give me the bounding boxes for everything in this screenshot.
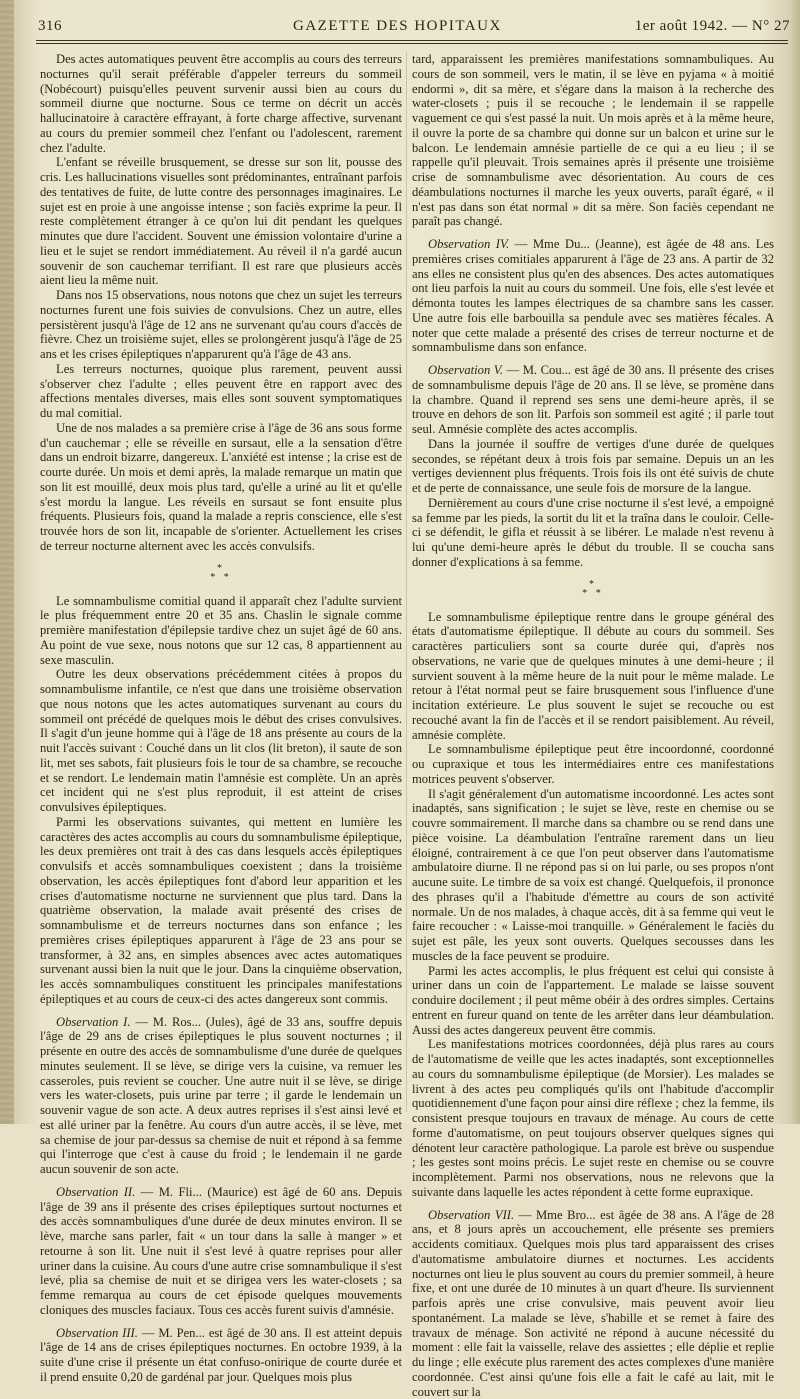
paragraph: Outre les deux observations précédemment citées à propos du somnambulisme infantile, ce n'est que dans une troisième observation que nous notons que les actes automatiques survenant au cours du sommeil ont précédé de quelques mois le début des crises convulsives. Il s'agit d'un jeune homme qui à l'âge de 18 ans présente au cours de la nuit l'accès suivant : Couché dans un lit clos (lit breton), il saute de son lit, met ses sabots, fait plusieurs fois le tour de sa chambre, se recouche et se rendort. Le lendemain matin l'amnésie est complète. Un an après cet incident qui ne s'est plus reproduit, il est atteint de crises convulsives épileptiques.	[40, 667, 402, 815]
observation-3: Observation III. — M. Pen... est âgé de 30 ans. Il est atteint depuis l'âge de 14 ans de crises épileptiques nocturnes. En octobre 1939, à la suite d'une crise il présente un état confuso-onirique de courte durée et il prend ensuite 0,20 de gardénal par jour. Quelques mois plus	[40, 1326, 402, 1385]
paragraph: Dernièrement au cours d'une crise nocturne il s'est levé, a empoigné sa femme par les pieds, la sortit du lit et la traîna dans le couloir. Celle-ci se défendit, le gifla et réussit à se libérer. Le malade n'est revenu à lui qu'une demi-heure après le début du trouble. Il se coucha sans donner d'explications à sa femme.	[412, 496, 774, 570]
paragraph: tard, apparaissent les premières manifestations somnambuliques. Au cours de son sommeil, vers le matin, il se lève en pyjama « à moitié endormi », dit sa mère, et s'égare dans la maison à la recherche des water-closets ; puis il se recouche ; le lendemain il se rappelle vaguement ce qui s'est passé la nuit. Un mois après et à la même heure, il ouvre la porte de sa chambre qui donne sur un balcon et urine sur le balcon. Le lendemain amnésie partielle de ce qui a eu lieu ; il se rappelle qu'il pleuvait. Trois semaines après il présente une troisième crise de somnambulisme avec désorientation. Au cours de ces déambulations nocturnes il marche les yeux ouverts, paraît égaré, « il n'est pas dans son état normal » dit sa mère. Son faciès cependant ne paraît pas changé.	[412, 52, 774, 229]
observation-2: Observation II. — M. Fli... (Maurice) est âgé de 60 ans. Depuis l'âge de 39 ans il présente des crises épileptiques surtout nocturnes et des accès somnambuliques d'une durée de deux minutes environ. Il se lève, marche sans parler, fait « un tour dans la salle à manger » et retourne à son lit. Une nuit il s'est levé à quatre reprises pour aller uriner dans la cuisine. Au cours d'une autre crise somnambulique il s'est levé, plia sa chemise de nuit et se dirigea vers les water-closets ; sa femme remarqua au cours de cet épisode quelques mouvements cloniques des muscles faciaux. Tous ces accès furent suivis d'amnésie.	[40, 1185, 402, 1318]
section-separator: * * *	[40, 564, 402, 582]
section-separator: * * *	[412, 580, 774, 598]
paragraph: Le somnambulisme comitial quand il apparaît chez l'adulte survient le plus fréquemment entre 20 et 35 ans. Chaslin le signale comme première manifestation d'épilepsie tardive chez un sujet âgé de 60 ans. Au point de vue sexe, nous notons que sur 12 cas, 8 appartiennent au sexe masculin.	[40, 594, 402, 668]
observation-label: Observation IV.	[428, 237, 509, 251]
binding-edge	[0, 0, 14, 1124]
observation-label: Observation VII.	[428, 1208, 514, 1222]
issue-date: 1er août 1942. — N° 27	[635, 18, 790, 35]
observation-7: Observation VII. — Mme Bro... est âgée de 38 ans. A l'âge de 28 ans, et 8 jours après un accouchement, elle présente ses premiers accidents comitiaux. Quelques mois plus tard apparaissent des crises d'automatisme ambulatoire diurnes et nocturnes. Les accidents nocturnes ont lieu le plus souvent au cours du premier sommeil, à heure fixe, et ont une durée de 10 minutes à un quart d'heure. Ils surviennent parfois après une crise convulsive, mais peuvent avoir lieu spontanément. La malade se lève, s'habille et se remet à faire des travaux de ménage. Son activité ne répond à aucune nécessité du moment : elle fait la vaisselle, relave des assiettes ; elle déplie et replie du linge ; elle exécute plus rarement des actes complexes d'une manière coordonnée. C'est ainsi qu'une fois elle a fait le café au lait, mit le couvert sur la	[412, 1208, 774, 1399]
observation-label: Observation V.	[428, 363, 503, 377]
page-header	[38, 16, 790, 38]
paragraph: Le somnambulisme épileptique rentre dans le groupe général des états d'automatisme épileptique. Il débute au cours du sommeil. Ses caractères particuliers sont sa courte durée qui, d'après nos observations, ne varie que de quelques minutes à une demi-heure ; il survient souvent à la même heure de la nuit pour le même malade. Le retour à l'état normal peut se faire brusquement sous l'influence d'une incitation extérieure. Le plus souvent le sujet se recouche ou est recouché avant la fin de l'accès et il se rendort paisiblement. Au réveil, amnésie complète.	[412, 610, 774, 743]
paragraph: Les manifestations motrices coordonnées, déjà plus rares au cours de l'automatisme de veille que les actes inadaptés, sont exceptionnelles au cours du somnambulisme épileptique (de Morsier). Les malades se livrent à des actes peu compliqués qu'ils ont l'habitude d'accomplir quotidiennement d'une façon pour ainsi dire réflexe ; chez la femme, ils consistent presque toujours en travaux de ménage. Au cours de cette forme d'automatisme, on peut toujours observer quelques signes qui dénotent leur caractère pathologique. La parole est brève ou suspendue ; les gestes sont moins précis. Le sujet reste en chemise ou se couvre incomplètement. Parmi nos observations, nous ne relevons que la suivante dans laquelle les actes répondent à cette forme eupraxique.	[412, 1037, 774, 1199]
paragraph: Parmi les actes accomplis, le plus fréquent est celui qui consiste à uriner dans un coin de l'appartement. Le malade se laisse souvent conduire docilement ; il peut même obéir à des ordres simples. Certains entrent en fureur quand on tente de les arrêter dans leur déambulation. Aussi des actes dangereux peuvent être commis.	[412, 964, 774, 1038]
page-number: 316	[38, 18, 62, 35]
observation-5: Observation V. — M. Cou... est âgé de 30 ans. Il présente des crises de somnambulisme depuis l'âge de 20 ans. Il se lève, se promène dans la chambre. Quand il reprend ses sens une demi-heure après, il se trouve en dehors de son lit. Parfois son sommeil est agité ; il parle tout seul. Amnésie complète des actes accomplis.	[412, 363, 774, 437]
column-divider	[406, 52, 407, 1112]
observation-label: Observation I.	[56, 1015, 130, 1029]
header-rule-double	[36, 43, 788, 44]
journal-title: GAZETTE DES HOPITAUX	[293, 18, 502, 35]
right-column	[412, 52, 774, 1114]
paragraph: Les terreurs nocturnes, quoique plus rarement, peuvent aussi s'observer chez l'adulte ; elles peuvent être en rapport avec des affections mentales diverses, mais elles sont souvent symptomatiques du mal comitial.	[40, 362, 402, 421]
paragraph: Le somnambulisme épileptique peut être incoordonné, coordonné ou cupraxique et tous les intermédiaires entre ces manifestations motrices peuvent s'observer.	[412, 742, 774, 786]
paragraph: Des actes automatiques peuvent être accomplis au cours des terreurs nocturnes qu'il serait préférable d'appeler terreurs du sommeil (Nobécourt) puisqu'elles peuvent survenir aussi bien au cours du sommeil diurne que nocturne. Sous ce terme on décrit un accès hallucinatoire à caractère effrayant, à forte charge affective, survenant au cours du premier sommeil chez l'enfant ou l'adolescent, rarement chez l'adulte.	[40, 52, 402, 155]
paragraph: Dans nos 15 observations, nous notons que chez un sujet les terreurs nocturnes furent une fois suivies de convulsions. Chez un autre, elles persistèrent jusqu'à l'âge de 12 ans ne survenant qu'au cours d'accès de fièvre. Chez un troisième sujet, elles se prolongèrent jusqu'à l'âge de 25 ans et les crises épileptiques n'apparurent qu'à l'âge de 43 ans.	[40, 288, 402, 362]
observation-label: Observation II.	[56, 1185, 135, 1199]
paragraph: Parmi les observations suivantes, qui mettent en lumière les caractères des actes accomplis au cours du somnambulisme épileptique, les deux premières ont trait à des cas dans lesquels accès épileptiques convulsifs et accès somnambuliques coexistent ; dans la troisième observation, les accès épileptiques font d'abord leur apparition et les crises d'automatisme nocturne ne surviennent que plus tard. Dans la quatrième observation, la malade avait présenté des crises de somnambulisme et de terreurs nocturnes dans son enfance ; les premières crises épileptiques apparurent à l'âge de 23 ans pour se transformer, à 32 ans, en simples absences avec actes automatiques survenant aussi bien la nuit que le jour. Dans la cinquième observation, les accès somnambuliques constituent les principales manifestations épileptiques et au cours de ceux-ci des actes dangereux sont commis.	[40, 815, 402, 1007]
paragraph: Il s'agit généralement d'un automatisme incoordonné. Les actes sont inadaptés, sans signification ; le sujet se lève, reste en chemise ou se couvre sommairement. Il marche dans sa chambre ou se rend dans une pièce voisine. La déambulation l'entraîne rarement dans un lieu éloigné, contrairement à ce que l'on peut observer dans l'automatisme ambulatoire diurne. Il ne répond pas si on lui parle, ou ses propos n'ont aucune suite. Le timbre de sa voix est changé. Quelquefois, il prononce des phrases qu'il a l'habitude d'émettre au cours de son activité normale. Un de nos malades, à chaque accès, dit à sa femme qui veut le faire recoucher : « Laisse-moi tranquille. » Généralement le faciès du sujet est pâle, les yeux sont ouverts. Quelques secousses dans les muscles de la face peuvent se produire.	[412, 787, 774, 964]
paragraph: Dans la journée il souffre de vertiges d'une durée de quelques secondes, se répétant deux à trois fois par semaine. Depuis un an les vertiges deviennent plus fréquents. Trois fois ils ont été suivis de chute et de perte de connaissance, une seule fois de morsure de la langue.	[412, 437, 774, 496]
paragraph: Une de nos malades a sa première crise à l'âge de 36 ans sous forme d'un cauchemar ; elle se réveille en sursaut, elle a la sensation d'être dans un endroit bizarre, dangereux. L'anxiété est intense ; la crise est de courte durée. Un mois et demi après, la malade remarque un matin que son lit est mouillé, deux mois plus tard, qu'elle a uriné au lit et qu'elle s'est mordu la langue. Les réveils en sursaut se font ensuite plus fréquents. Plusieurs fois, quand la malade a repris conscience, elle s'est trouvée hors de son lit, incapable de s'orienter. Actuellement les crises de terreur nocturne alternent avec les accès convulsifs.	[40, 421, 402, 554]
observation-1: Observation I. — M. Ros... (Jules), âgé de 33 ans, souffre depuis l'âge de 29 ans de crises épileptiques le plus souvent nocturnes ; il présente en outre des accès de somnambulisme d'une durée de quelques minutes seulement. Il se lève, se dirige vers la cuisine, va remuer les casseroles, puis revient se coucher. Une autre nuit il se lève, se dirige vers les water-closets, puis urine par terre ; il garde le lendemain un souvenir vague de son acte. A deux autres reprises il s'est ainsi levé et est allé uriner par la fenêtre. Au cours d'un autre accès, il se lève, met sa chemise de jour par-dessus sa chemise de nuit et répond à sa femme qui l'interroge que c'est à cause du froid ; le lendemain il ne garde aucun souvenir de son acte.	[40, 1015, 402, 1177]
observation-label: Observation III.	[56, 1326, 138, 1340]
header-rule	[36, 40, 788, 41]
paragraph: L'enfant se réveille brusquement, se dresse sur son lit, pousse des cris. Les hallucinations visuelles sont prédominantes, entraînant parfois des tentatives de fuite, de lutte contre des personnages imaginaires. Le sujet est en proie à une angoisse intense ; son faciès exprime la peur. Il reste complètement étranger à ce qu'on lui dit pendant les quelques minutes que dure l'accident. Souvent une émission volontaire d'urine a lieu et le sujet se rendort immédiatement. Au réveil il n'a gardé aucun souvenir de son cauchemar terrifiant. Il est rare que plusieurs accès aient lieu la même nuit.	[40, 155, 402, 288]
left-column	[40, 52, 402, 1114]
observation-4: Observation IV. — Mme Du... (Jeanne), est âgée de 48 ans. Les premières crises comitiales apparurent à l'âge de 23 ans. A partir de 32 ans elles ne consistent plus qu'en des absences. Des actes automatiques ont lieu parfois la nuit au cours du sommeil. Une fois, elle s'est levée et démonta toutes les lampes électriques de sa chambre sans les casser. Une autre fois elle barbouilla sa pendule avec ses matières fécales. A noter que cette malade a présenté des crises de terreur nocturne et de somnambulisme dans son enfance.	[412, 237, 774, 355]
